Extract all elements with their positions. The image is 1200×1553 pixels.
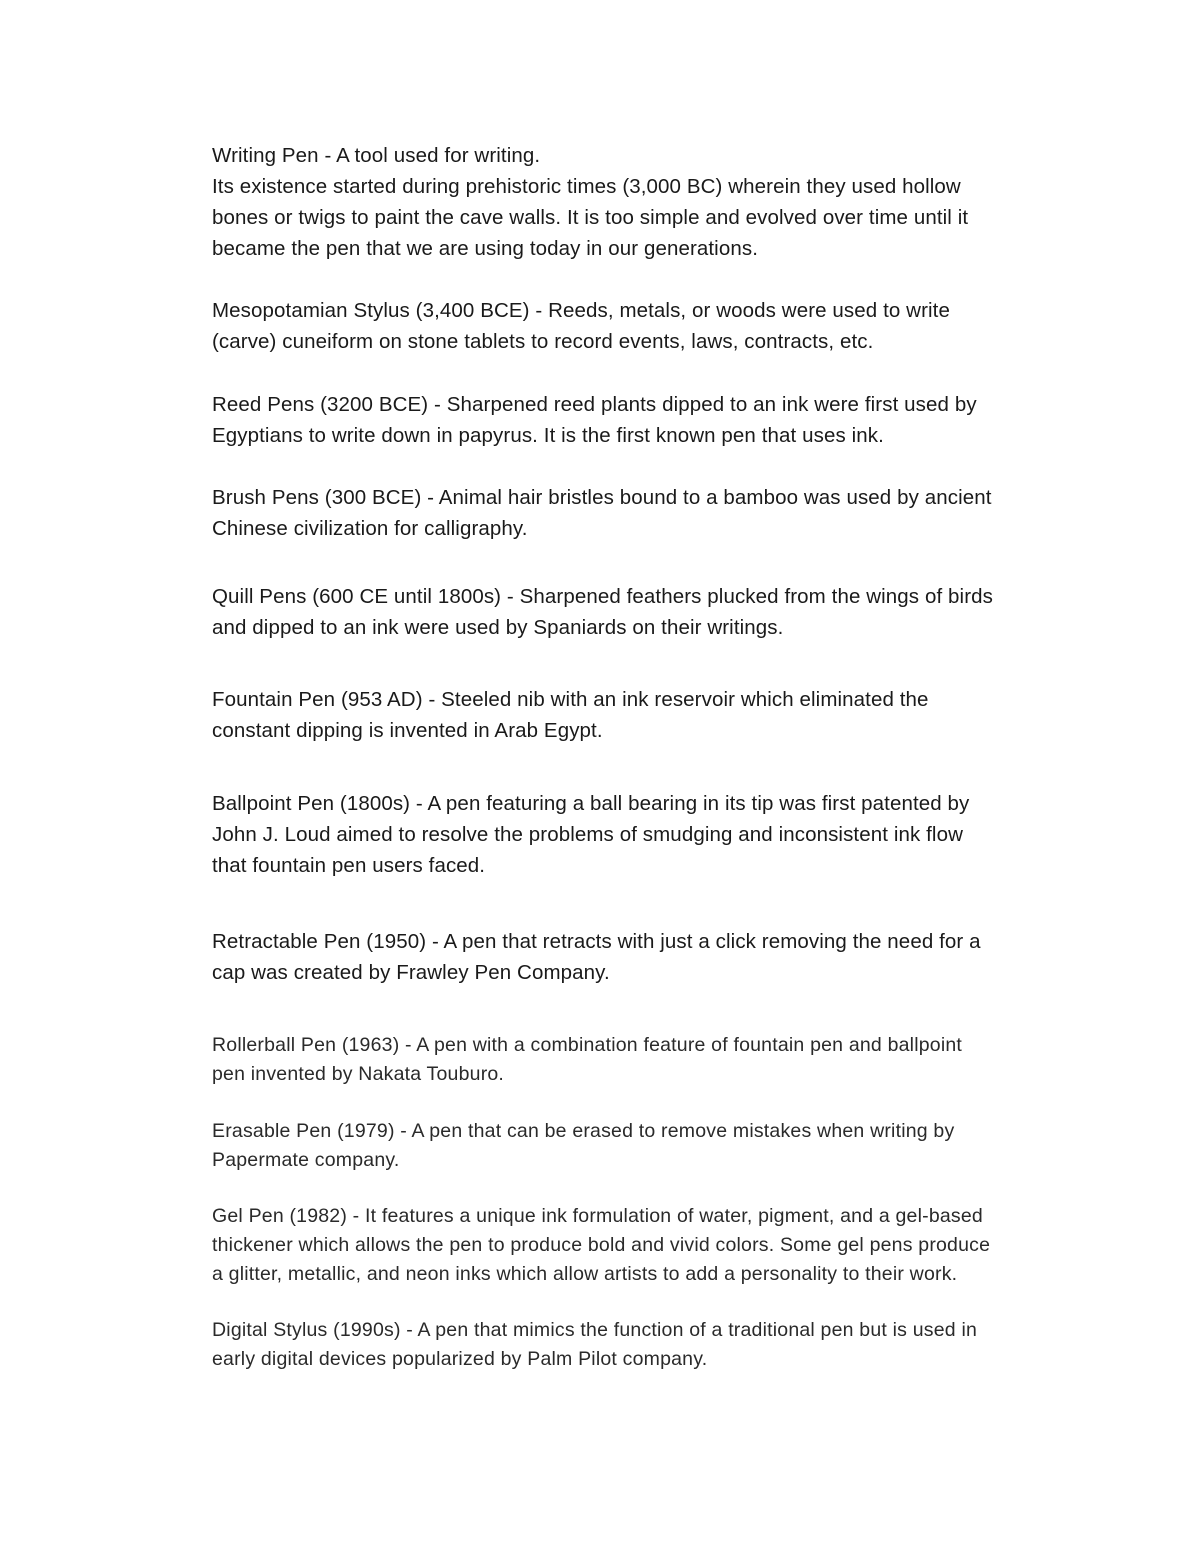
entry-line: Reed Pens (3200 BCE) - Sharpened reed plants dipped to an ink were first used by [212,393,977,416]
entry-line: early digital devices popularized by Palm Pilot company. [212,1348,708,1370]
entry-line: Brush Pens (300 BCE) - Animal hair bristles bound to a bamboo was used by ancient [212,486,992,509]
entry-line: constant dipping is invented in Arab Egypt. [212,719,603,742]
entry-line: Papermate company. [212,1149,400,1171]
entry-line: John J. Loud aimed to resolve the problems of smudging and inconsistent ink flow [212,823,963,846]
entry-erasable-pen [212,1117,1072,1175]
entry-digital-stylus [212,1316,1072,1374]
intro-title-line: Writing Pen - A tool used for writing. [212,144,541,167]
intro-text-line: became the pen that we are using today in our generations. [212,237,758,260]
entry-gel-pen [212,1202,1072,1289]
entry-line: pen invented by Nakata Touburo. [212,1063,505,1085]
entry-line: Retractable Pen (1950) - A pen that retracts with just a click removing the need for a [212,930,981,953]
intro-text-line: bones or twigs to paint the cave walls. It is too simple and evolved over time until it [212,206,969,229]
entry-retractable-pen [212,926,1072,988]
entry-line: Rollerball Pen (1963) - A pen with a combination feature of fountain pen and ballpoint [212,1034,963,1056]
entry-line: and dipped to an ink were used by Spaniards on their writings. [212,616,784,639]
entry-line: Fountain Pen (953 AD) - Steeled nib with an ink reservoir which eliminated the [212,688,929,711]
entry-line: that fountain pen users faced. [212,854,486,877]
entry-brush-pens [212,482,1072,544]
entry-line: Ballpoint Pen (1800s) - A pen featuring a ball bearing in its tip was first patented by [212,792,970,815]
entry-line: Quill Pens (600 CE until 1800s) - Sharpened feathers plucked from the wings of birds [212,585,993,608]
entry-line: Gel Pen (1982) - It features a unique ink formulation of water, pigment, and a gel-based [212,1205,983,1227]
intro-text-line: Its existence started during prehistoric times (3,000 BC) wherein they used hollow [212,175,961,198]
entry-line: Egyptians to write down in papyrus. It is the first known pen that uses ink. [212,424,884,447]
entry-line: cap was created by Frawley Pen Company. [212,961,610,984]
entry-reed-pens [212,389,1072,451]
entry-line: Mesopotamian Stylus (3,400 BCE) - Reeds, metals, or woods were used to write [212,299,950,322]
entry-rollerball-pen [212,1031,1072,1089]
entry-line: Digital Stylus (1990s) - A pen that mimics the function of a traditional pen but is used in [212,1319,978,1341]
entry-line: Erasable Pen (1979) - A pen that can be erased to remove mistakes when writing by [212,1120,955,1142]
intro-paragraph [212,140,1072,264]
entry-line: Chinese civilization for calligraphy. [212,517,528,540]
entry-fountain-pen [212,684,1072,746]
entry-ballpoint-pen [212,788,1072,881]
entry-mesopotamian-stylus [212,295,1072,357]
entry-line: thickener which allows the pen to produce bold and vivid colors. Some gel pens produce [212,1234,991,1256]
entry-line: a glitter, metallic, and neon inks which allow artists to add a personality to their work. [212,1263,958,1285]
entry-quill-pens [212,581,1072,643]
entry-line: (carve) cuneiform on stone tablets to record events, laws, contracts, etc. [212,330,874,353]
